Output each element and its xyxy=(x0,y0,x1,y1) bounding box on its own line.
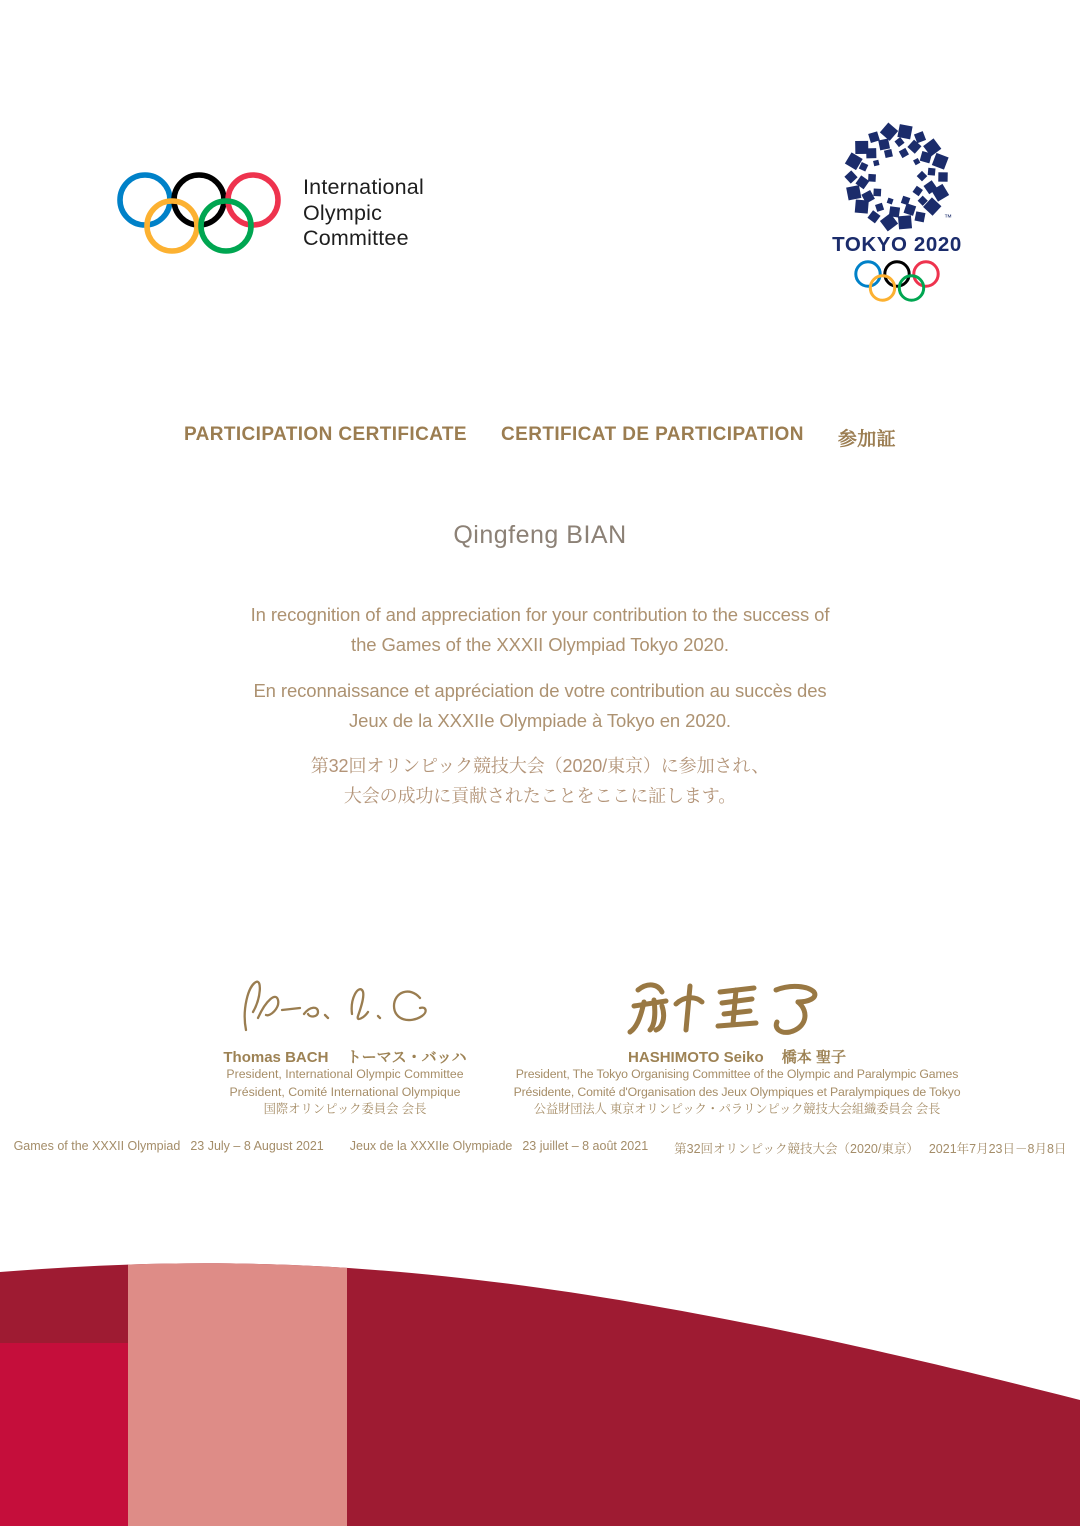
ioc-line-3: Committee xyxy=(303,226,409,250)
emblem-checker-square xyxy=(897,124,912,139)
emblem-checker-square xyxy=(844,170,857,183)
thomas-bach-signature xyxy=(232,972,448,1038)
emblem-checker-square xyxy=(846,185,861,200)
footer-en-label: Games of the XXXII Olympiad xyxy=(13,1139,181,1153)
body-paragraph-en xyxy=(0,600,1080,660)
games-dates-line xyxy=(0,1139,1080,1157)
footer-jp-date: 2021年7月23日－8月8日 xyxy=(928,1142,1067,1156)
signer-left-title-en: President, International Olympic Committee xyxy=(226,1067,464,1081)
body-paragraph-fr xyxy=(0,676,1080,736)
signer-left-title-fr: Président, Comité International Olympique xyxy=(229,1084,461,1099)
title-jp: 参加証 xyxy=(837,429,897,450)
signer-right-title-jp: 公益財団法人 東京オリンピック・パラリンピック競技大会組織委員会 会長 xyxy=(533,1102,941,1117)
olympic-rings-icon xyxy=(116,171,282,257)
signer-right-name xyxy=(487,1046,987,1067)
emblem-checker-square xyxy=(913,186,923,196)
emblem-checker-square xyxy=(915,211,926,222)
emblem-checker-square xyxy=(868,131,880,143)
footer-fr-label: Jeux de la XXXIIe Olympiade xyxy=(349,1139,513,1153)
olympic-rings-small-icon xyxy=(852,259,942,307)
body-en-line-1: In recognition of and appreciation for your contribution to the success of xyxy=(250,604,830,625)
trademark-symbol: ™ xyxy=(944,213,952,222)
signer-left-title-jp: 国際オリンピック委員会 会長 xyxy=(263,1102,427,1117)
emblem-checker-square xyxy=(878,139,890,151)
body-en-line-2: the Games of the XXXII Olympiad Tokyo 2020. xyxy=(351,634,729,655)
title-en: PARTICIPATION CERTIFICATE xyxy=(183,424,467,445)
signer-right-titles xyxy=(487,1066,987,1119)
ioc-wordmark xyxy=(303,175,424,252)
footer-item-fr xyxy=(350,1139,648,1157)
pink-band xyxy=(128,1200,347,1526)
emblem-checker-square xyxy=(938,172,948,182)
footer-item-jp xyxy=(674,1139,1066,1157)
title-fr: CERTIFICAT DE PARTICIPATION xyxy=(501,424,804,445)
emblem-checker-square xyxy=(867,210,880,223)
body-fr-line-2: Jeux de la XXXIIe Olympiade à Tokyo en 2020. xyxy=(349,710,731,731)
emblem-checker-square xyxy=(873,160,879,166)
emblem-checker-square xyxy=(928,168,936,176)
footer-jp-label: 第32回オリンピック競技大会（2020/東京） xyxy=(674,1142,919,1156)
emblem-checker-square xyxy=(884,149,893,158)
emblem-checker-square xyxy=(904,203,917,216)
emblem-checker-square xyxy=(875,203,884,212)
emblem-checker-square xyxy=(873,188,881,196)
emblem-checker-square xyxy=(880,123,898,141)
emblem-checker-square xyxy=(894,137,904,147)
emblem-checker-square xyxy=(887,198,894,205)
body-paragraph-jp xyxy=(0,751,1080,811)
emblem-checker-square xyxy=(899,148,909,158)
bottom-decoration xyxy=(0,1200,1080,1526)
signer-right-title-en: President, The Tokyo Organising Committee of the Olympic and Paralympic Games xyxy=(515,1067,959,1081)
signer-right-title-fr: Présidente, Comité d'Organisation des Jeux Olympiques et Paralympiques de Tokyo xyxy=(513,1084,961,1099)
body-fr-line-1: En reconnaissance et appréciation de votre contribution au succès des xyxy=(253,680,827,701)
ioc-line-2: Olympic xyxy=(303,200,383,225)
emblem-checker-square xyxy=(917,171,928,182)
emblem-checker-square xyxy=(932,153,949,170)
emblem-checker-square xyxy=(898,215,912,229)
emblem-checker-square xyxy=(859,162,869,172)
hashimoto-seiko-signature xyxy=(618,974,848,1038)
tokyo2020-wordmark: TOKYO 2020 xyxy=(832,233,962,256)
emblem-checker-square xyxy=(889,206,900,217)
body-jp-line-2: 大会の成功に貢献されたことをここに証します。 xyxy=(343,786,737,806)
signer-left-name-latin: Thomas BACH xyxy=(223,1049,329,1066)
footer-fr-date: 23 juillet – 8 août 2021 xyxy=(522,1139,649,1153)
signer-right-name-jp: 橋本 聖子 xyxy=(781,1049,846,1066)
recipient-name: Qingfeng BIAN xyxy=(453,521,627,549)
certificate-title xyxy=(0,424,1080,451)
emblem-checker-square xyxy=(901,196,911,206)
crimson-band xyxy=(0,1343,128,1526)
signer-left-name-jp: トーマス・バッハ xyxy=(346,1049,467,1066)
ioc-line-1: International xyxy=(303,175,424,199)
emblem-checker-square xyxy=(913,158,920,165)
footer-item-en xyxy=(14,1139,324,1157)
emblem-checker-square xyxy=(866,148,876,158)
tokyo2020-checkered-emblem-icon xyxy=(837,117,957,237)
emblem-checker-square xyxy=(868,174,876,182)
footer-en-date: 23 July – 8 August 2021 xyxy=(190,1139,324,1153)
body-jp-line-1: 第32回オリンピック競技大会（2020/東京）に参加され、 xyxy=(310,756,770,776)
signer-right-name-latin: HASHIMOTO Seiko xyxy=(628,1049,764,1066)
